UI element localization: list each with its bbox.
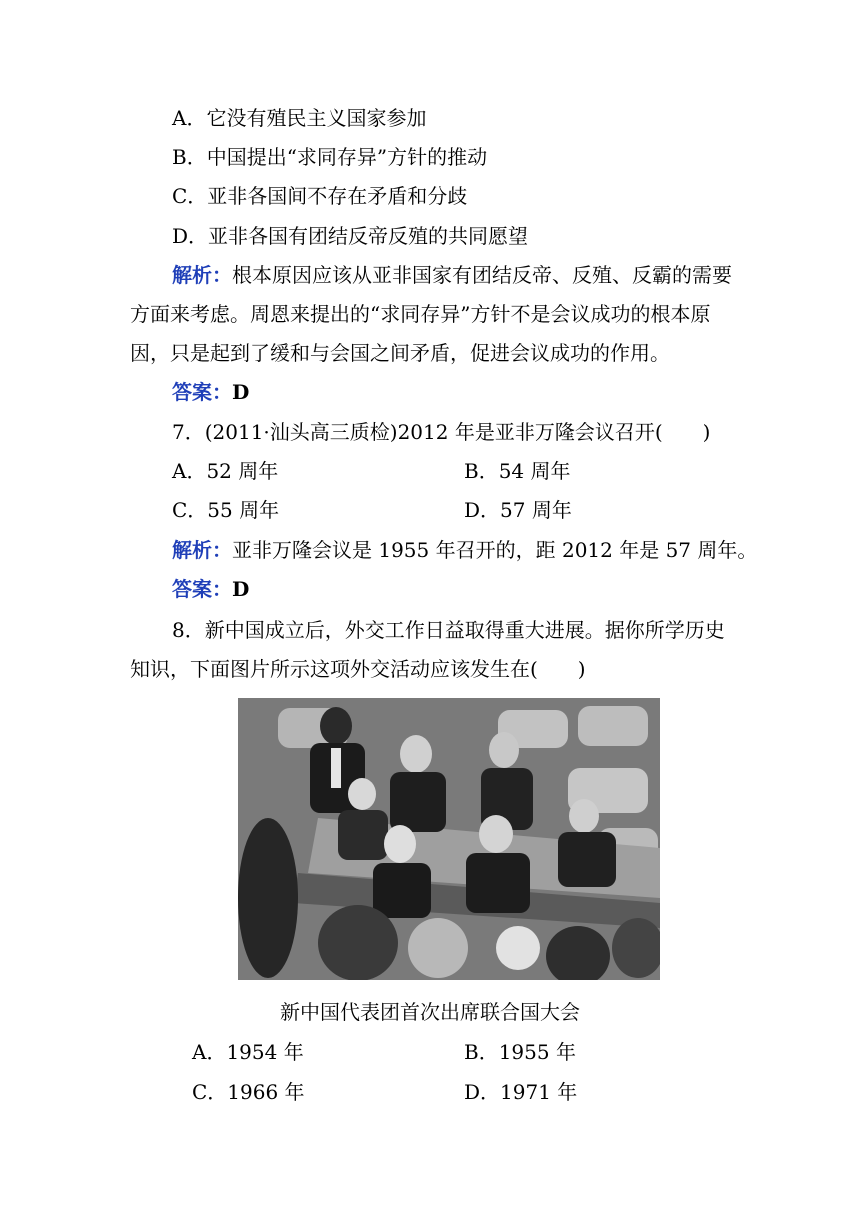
q7-analysis — [172, 538, 757, 562]
q6-analysis-line-2: 方面来考虑。周恩来提出的“求同存异”方针不是会议成功的根本原 — [130, 302, 711, 326]
photo-caption: 新中国代表团首次出席联合国大会 — [280, 1000, 580, 1024]
q6-analysis-line-3: 因，只是起到了缓和与会国之间矛盾，促进会议成功的作用。 — [130, 341, 670, 365]
q6-answer-value: D — [232, 380, 250, 404]
q6-analysis-text-1: 根本原因应该从亚非国家有团结反帝、反殖、反霸的需要 — [232, 263, 732, 287]
q7-answer — [172, 577, 249, 601]
q6-option-b: B．中国提出“求同存异”方针的推动 — [172, 145, 488, 169]
q7-option-b: B．54 周年 — [464, 459, 571, 483]
q6-analysis-label: 解析： — [172, 263, 232, 287]
q8-option-a: A．1954 年 — [192, 1040, 304, 1064]
q7-option-d: D．57 周年 — [464, 498, 572, 522]
q7-analysis-text: 亚非万隆会议是 1955 年召开的，距 2012 年是 57 周年。 — [232, 538, 758, 562]
q8-option-d: D．1971 年 — [464, 1080, 578, 1104]
q7-answer-value: D — [232, 577, 250, 601]
un-delegation-photo — [238, 698, 660, 980]
q6-option-c: C．亚非各国间不存在矛盾和分歧 — [172, 184, 468, 208]
q7-answer-label: 答案： — [172, 577, 232, 601]
q8-option-b: B．1955 年 — [464, 1040, 576, 1064]
q6-answer-label: 答案： — [172, 380, 232, 404]
q8-option-c: C．1966 年 — [192, 1080, 305, 1104]
q6-analysis-line-1 — [172, 263, 732, 287]
q8-stem-line-1: 8．新中国成立后，外交工作日益取得重大进展。据你所学历史 — [172, 618, 725, 642]
q7-stem: 7．(2011·汕头高三质检)2012 年是亚非万隆会议召开( ) — [172, 420, 711, 444]
q6-option-a: A．它没有殖民主义国家参加 — [172, 106, 427, 130]
q8-stem-line-2: 知识，下面图片所示这项外交活动应该发生在( ) — [130, 657, 586, 681]
q7-option-a: A．52 周年 — [172, 459, 279, 483]
q7-analysis-label: 解析： — [172, 538, 232, 562]
q6-option-d: D．亚非各国有团结反帝反殖的共同愿望 — [172, 224, 529, 248]
q7-option-c: C．55 周年 — [172, 498, 280, 522]
q6-answer — [172, 380, 249, 404]
